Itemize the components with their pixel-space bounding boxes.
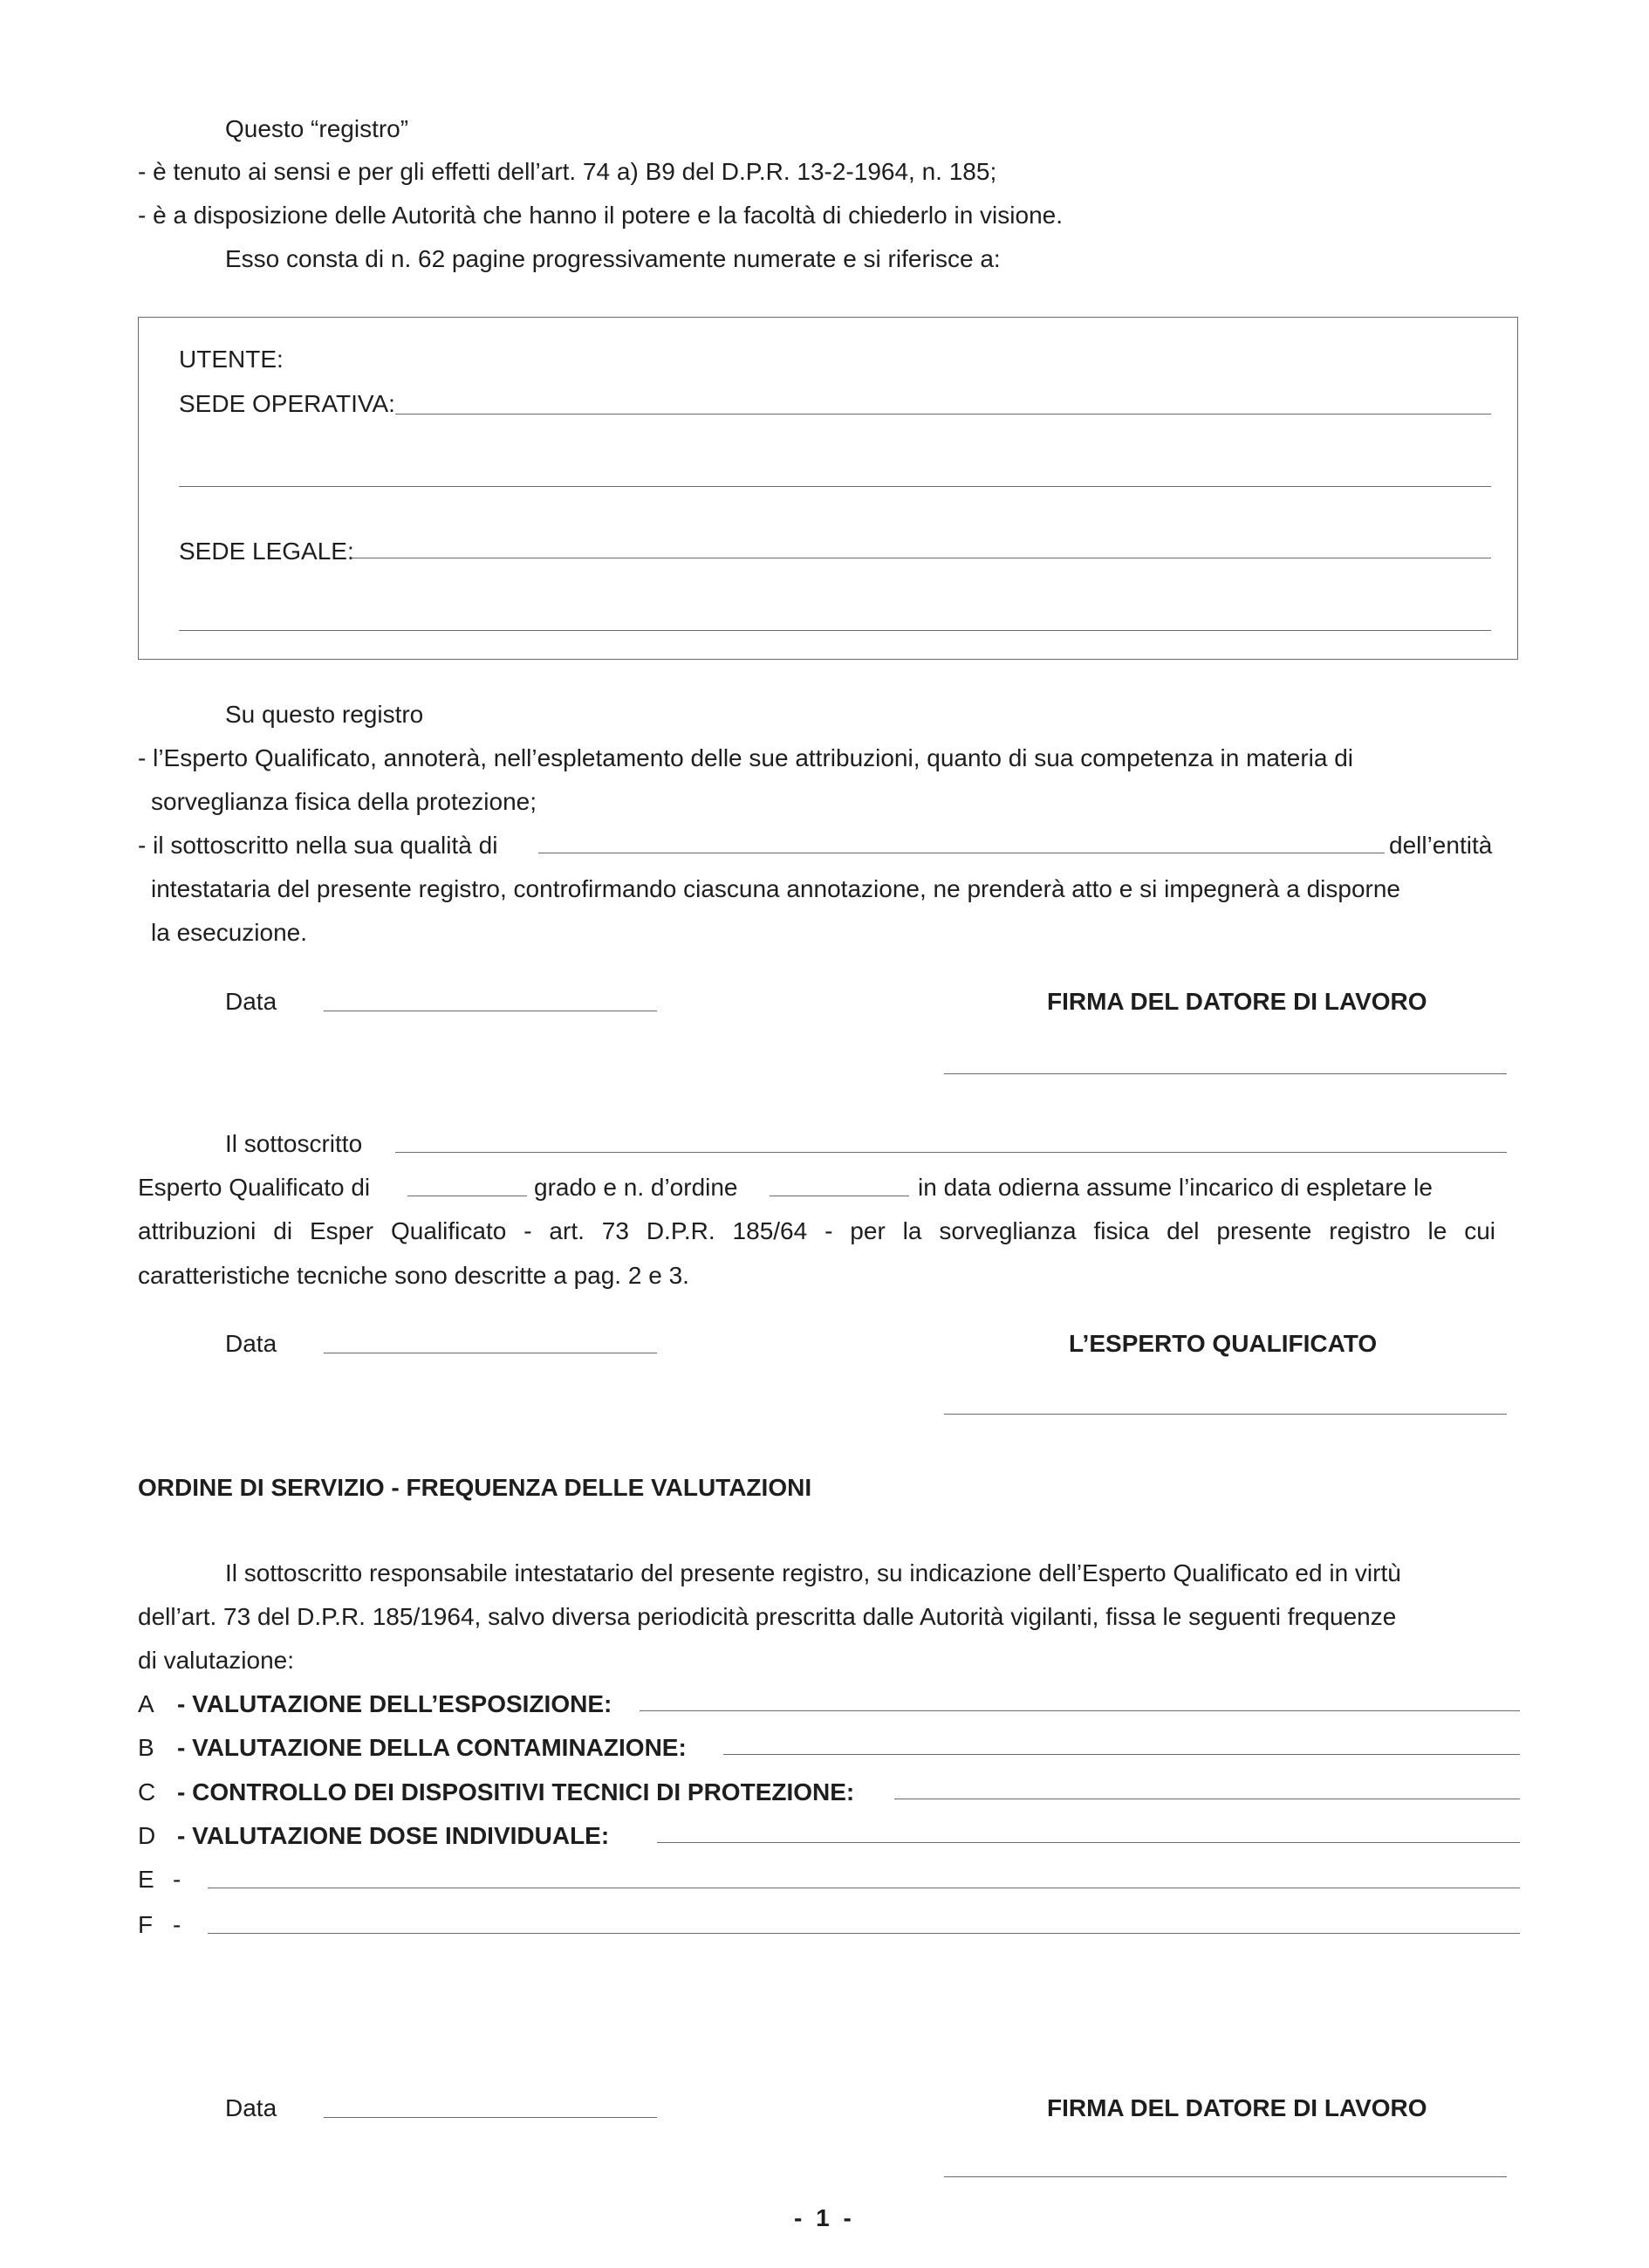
item-f-field[interactable]: [208, 1933, 1520, 1934]
item-f-label: -: [173, 1911, 181, 1938]
sig2-data-label: Data: [225, 1330, 277, 1357]
item-a-label: - VALUTAZIONE DELL’ESPOSIZIONE:: [177, 1690, 612, 1717]
item-b-letter: B: [138, 1734, 154, 1761]
item-e-letter: E: [138, 1866, 154, 1893]
section2-line-2: - l’Esperto Qualificato, annoterà, nell’espletamento delle sue attribuzioni, quanto di sua competenza in materia di: [138, 744, 1354, 771]
section2-line-4a: - il sottoscritto nella sua qualità di: [138, 832, 498, 859]
item-a-letter: A: [138, 1690, 154, 1717]
intro-line-1: Questo “registro”: [225, 115, 409, 142]
section2-line-5: intestataria del presente registro, controfirmando ciascuna annotazione, ne prenderà atto e si impegnerà a disporne: [151, 875, 1400, 902]
section2-line-1: Su questo registro: [225, 701, 424, 728]
section3-line-2a: Esperto Qualificato di: [138, 1174, 371, 1201]
sottoscritto-field[interactable]: [395, 1152, 1507, 1153]
sede-legale-label: SEDE LEGALE:: [179, 538, 354, 565]
item-d-letter: D: [138, 1822, 156, 1849]
section2-line-4b: dell’entità: [1389, 832, 1493, 859]
sig1-firma-field[interactable]: [944, 1073, 1507, 1074]
section3-line-2b: grado e n. d’ordine: [534, 1174, 738, 1201]
sede-operativa-label: SEDE OPERATIVA:: [179, 390, 395, 417]
item-d-field[interactable]: [657, 1842, 1520, 1843]
section2-line-6: la esecuzione.: [151, 919, 308, 946]
section3-line-3: attribuzioni di Esper Qualificato - art. 73 D.P.R. 185/64 - per la sorveglianza fisica del presente registro le cui: [138, 1217, 1495, 1244]
sig1-data-label: Data: [225, 988, 277, 1015]
ordine-paragraph-3: di valutazione:: [138, 1647, 295, 1674]
sig3-data-label: Data: [225, 2094, 277, 2121]
section3-line-2c: in data odierna assume l’incarico di espletare le: [918, 1174, 1433, 1201]
ordine-paragraph-1: Il sottoscritto responsabile intestatario del presente registro, su indicazione dell’Esperto Qualificato ed in virtù: [225, 1559, 1401, 1586]
sig1-firma-label: FIRMA DEL DATORE DI LAVORO: [1047, 988, 1427, 1015]
item-b-field[interactable]: [723, 1754, 1520, 1755]
ordine-paragraph-2: dell’art. 73 del D.P.R. 185/1964, salvo diversa periodicità prescritta dalle Autorità vigilanti, fissa le seguenti frequenze: [138, 1603, 1397, 1630]
section3-line-1: Il sottoscritto: [225, 1130, 363, 1157]
sig3-firma-field[interactable]: [944, 2176, 1507, 2177]
item-d-label: - VALUTAZIONE DOSE INDIVIDUALE:: [177, 1822, 610, 1849]
sig3-firma-label: FIRMA DEL DATORE DI LAVORO: [1047, 2094, 1427, 2121]
user-info-box: [138, 317, 1518, 660]
item-c-label: - CONTROLLO DEI DISPOSITIVI TECNICI DI PROTEZIONE:: [177, 1778, 855, 1805]
item-b-label: - VALUTAZIONE DELLA CONTAMINAZIONE:: [177, 1734, 687, 1761]
item-f-letter: F: [138, 1911, 154, 1938]
sig2-firma-label: L’ESPERTO QUALIFICATO: [1069, 1330, 1378, 1357]
ordine-heading: ORDINE DI SERVIZIO - FREQUENZA DELLE VALUTAZIONI: [138, 1474, 812, 1501]
utente-label: UTENTE:: [179, 346, 284, 373]
sede-operativa-field[interactable]: [395, 414, 1491, 415]
section2-line-3: sorveglianza fisica della protezione;: [151, 788, 537, 815]
intro-line-2: - è tenuto ai sensi e per gli effetti dell’art. 74 a) B9 del D.P.R. 13-2-1964, n. 185;: [138, 158, 997, 185]
intro-line-4: Esso consta di n. 62 pagine progressivamente numerate e si riferisce a:: [225, 245, 1001, 272]
sede-legale-field-2[interactable]: [179, 630, 1491, 631]
sede-operativa-field-2[interactable]: [179, 486, 1491, 487]
page-number: - 1 -: [794, 2204, 855, 2231]
sig2-firma-field[interactable]: [944, 1414, 1507, 1415]
intro-line-3: - è a disposizione delle Autorità che hanno il potere e la facoltà di chiederlo in visione.: [138, 202, 1063, 229]
section3-line-4: caratteristiche tecniche sono descritte a pag. 2 e 3.: [138, 1262, 689, 1289]
sig3-data-field[interactable]: [324, 2117, 657, 2118]
item-c-letter: C: [138, 1778, 156, 1805]
item-e-label: -: [173, 1866, 181, 1893]
item-a-field[interactable]: [640, 1710, 1520, 1711]
